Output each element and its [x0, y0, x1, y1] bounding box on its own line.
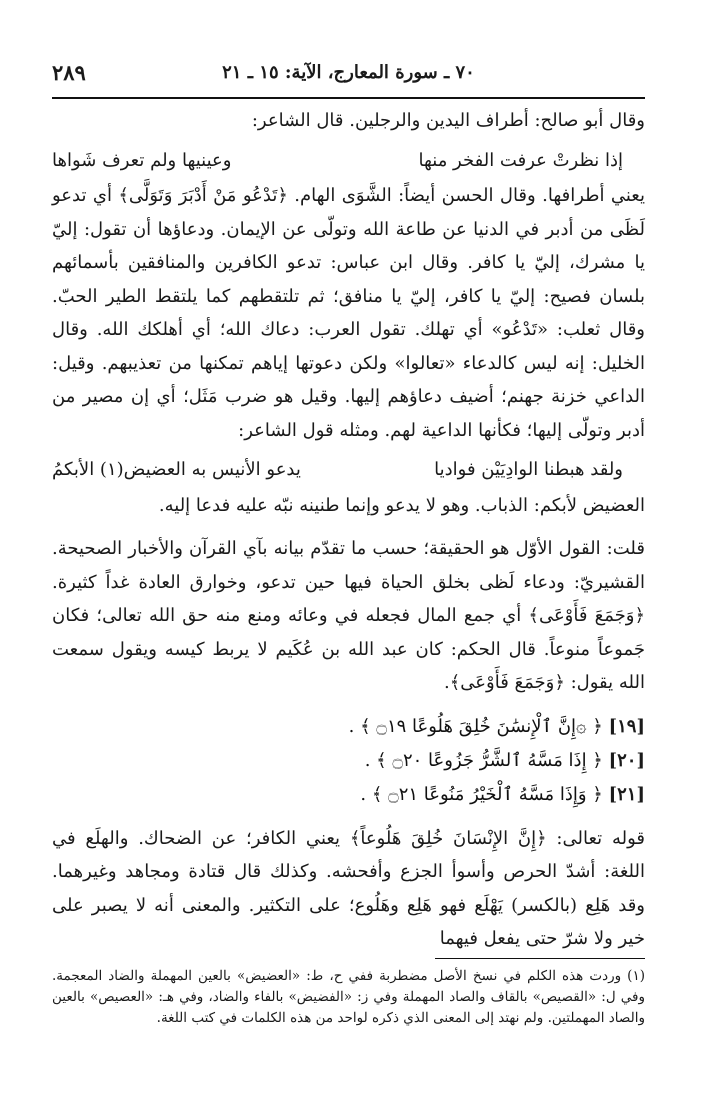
spacer	[52, 700, 645, 710]
poem-verse-2-second-hemistich: يدعو الأنيس به العضيض(١) الأبكمُ	[52, 459, 301, 480]
header-rule	[52, 97, 645, 99]
ayah-21	[52, 778, 645, 812]
spacer	[52, 522, 645, 532]
footnote-1: (١) وردت هذه الكلم في نسخ الأصل مضطربة ففي ح، ط: «العضيض» بالعين المهملة والضاد المعجمة. وفي ل: «القصيص» بالقاف والصاد المهملة وفي ز: «الفضيض» بالفاء والضاد، وفي هـ: «العصيص» بالعين والصاد المهملتين. ولم نهتد إلى المعنى الذي ذكره لواحد من هذه الكلمات في كتب اللغة.	[52, 968, 645, 1026]
spacer	[52, 812, 645, 822]
footnotes	[52, 966, 645, 1029]
paragraph-3: العضيض لأبكم: الذباب. وهو لا يدعو وإنما طنينه نبّه عليه فدعا إليه.	[158, 494, 645, 516]
running-title: ٧٠ ـ سورة المعارج، الآية: ١٥ ـ ٢١	[222, 62, 475, 83]
ayah-20	[52, 744, 645, 778]
footnote-rule	[435, 958, 645, 959]
poem-verse-2-first-hemistich: ولقد هبطنا الوادِيَيْن فواديا	[434, 459, 623, 480]
page-header	[52, 56, 645, 96]
poem-verse-1-first-hemistich: إذا نظرتْ عرفت الفخر منها	[418, 149, 623, 171]
main-text	[52, 104, 645, 956]
paragraph-5: قوله تعالى: ﴿إِنَّ الإِنْسَانَ خُلِقَ هَلُوعاً﴾ يعني الكافر؛ عن الضحاك. والهلَع في اللغة: أشدّ الحرص وأسوأ الجزع وأفحشه. وكذلك قال قتادة ومجاهد وغيرهما. وقد هَلِع (بالكسر) يَهْلَع فهو هَلِع وهَلُوع؛ على التكثير. والمعنى أنه لا يصبر على خير ولا شرّ حتى يفعل فيهما	[52, 827, 645, 949]
poem-verse-1	[52, 144, 645, 178]
paragraph-1: وقال أبو صالح: أطراف اليدين والرجلين. قال الشاعر:	[251, 110, 645, 131]
ayah-21-number: [٢١]	[608, 783, 645, 805]
ayah-19-number: [١٩]	[608, 715, 645, 737]
ayah-20-text: ﴿ إِذَا مَسَّهُ ٱلشَّرُّ جَزُوعًا ۝٢٠ ﴾ .	[364, 749, 603, 771]
ayah-19	[52, 710, 645, 744]
page-number: ٢٨٩	[52, 60, 86, 85]
ayah-19-text: ﴿ ۞إِنَّ ٱلْإِنسَٰنَ خُلِقَ هَلُوعًا ۝١٩ ﴾ .	[348, 715, 603, 737]
poem-verse-2	[52, 453, 645, 487]
paragraph-4: قلت: القول الأوّل هو الحقيقة؛ حسب ما تقدّم بيانه بآي القرآن والأخبار الصحيحة. القشيريّ: ودعاء لَظى بخلق الحياة فيها حين تدعو، وخوارق العادة غداً كثيرة. ﴿وَجَمَعَ فَأَوْعَى﴾ أي جمع المال فجعله في وعائه ومنع منه حق الله تعالى؛ فكان جَموعاً منوعاً. قال الحكم: كان عبد الله بن عُكَيم لا يربط كيسه ويقول سمعت الله يقول: ﴿وَجَمَعَ فَأَوْعَى﴾.	[52, 538, 645, 693]
ayah-20-number: [٢٠]	[608, 749, 645, 771]
ayah-21-text: ﴿ وَإِذَا مَسَّهُ ٱلْخَيْرُ مَنُوعًا ۝٢١ ﴾ .	[360, 783, 603, 805]
poem-verse-1-second-hemistich: وعينيها ولم تعرف شَواها	[52, 149, 232, 171]
paragraph-2: يعني أطرافها. وقال الحسن أيضاً: الشَّوَى الهام. ﴿تَدْعُو مَنْ أَدْبَرَ وَتَوَلَّى﴾ أي تدعو لَظَى من أدبر في الدنيا عن طاعة الله وتولّى عن الإيمان. ودعاؤها أن تقول: إليّ يا مشرك، إليّ يا كافر. وقال ابن عباس: تدعو الكافرين والمنافقين بأسمائهم بلسان فصيح: إليّ يا كافر، إليّ يا منافق؛ ثم تلتقطهم كما يلتقط الطير الحبّ. وقال ثعلب: «تَدْعُو» أي تهلك. تقول العرب: دعاك الله؛ أي أهلكك الله. وقال الخليل: إنه ليس كالدعاء «تعالوا» ولكن دعوتها إياهم تمكنها من تعذيبهم. وقيل: الداعي خزنة جهنم؛ أضيف دعاؤهم إليها. وقيل هو ضرب مَثَل؛ أي إن مصير من أدبر وتولّى إليها؛ فكأنها الداعية لهم. ومثله قول الشاعر:	[52, 185, 645, 441]
